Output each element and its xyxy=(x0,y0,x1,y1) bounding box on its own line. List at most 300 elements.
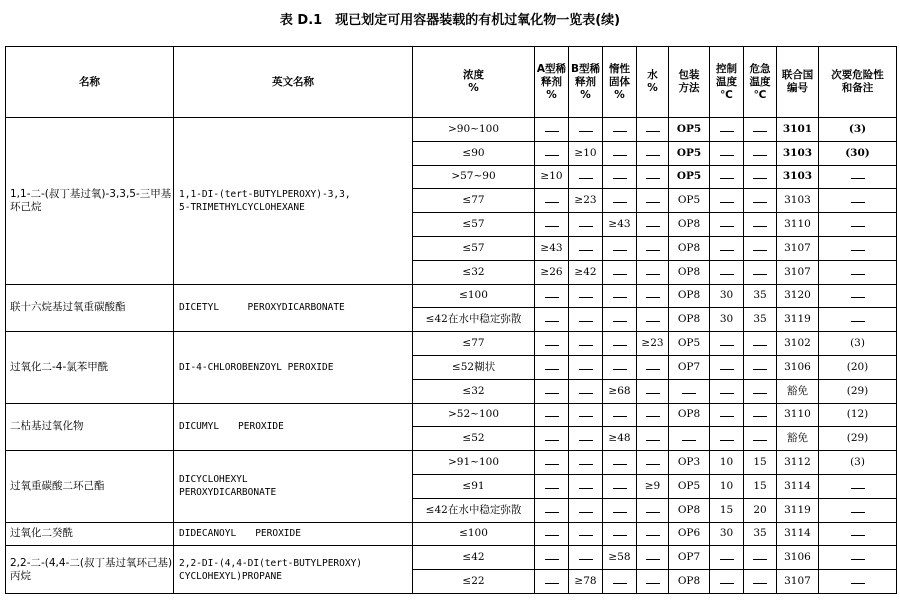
emergency-temp-cell: 35 xyxy=(744,308,777,332)
inert-solid-cell xyxy=(603,451,637,475)
inert-solid-cell xyxy=(603,308,637,332)
diluent-b-cell xyxy=(569,451,603,475)
empty-dash xyxy=(646,553,660,560)
control-temp-cell xyxy=(710,118,744,142)
notes-cell xyxy=(819,522,897,546)
empty-dash xyxy=(753,268,767,275)
header-emergency-temp: 危急 温度 ℃ xyxy=(744,47,777,118)
concentration-cell: ≤57 xyxy=(413,213,535,237)
empty-dash xyxy=(613,125,627,132)
table-row xyxy=(6,522,897,546)
empty-dash xyxy=(613,149,627,156)
un-number-cell: 3120 xyxy=(777,284,819,308)
un-number-cell: 3103 xyxy=(777,165,819,189)
header-diluent-a: A型稀 释剂 % xyxy=(535,47,569,118)
packing-method-cell: OP7 xyxy=(669,355,710,379)
inert-solid-cell: ≥68 xyxy=(603,379,637,403)
english-name-cell xyxy=(174,546,413,594)
empty-dash xyxy=(579,315,593,322)
empty-dash xyxy=(613,196,627,203)
peroxide-table xyxy=(5,46,897,594)
empty-dash xyxy=(579,363,593,370)
empty-dash xyxy=(545,577,559,584)
diluent-b-cell: ≥42 xyxy=(569,260,603,284)
english-name-line: CYCLOHEXYL)PROPANE xyxy=(179,570,282,582)
diluent-a-cell xyxy=(535,308,569,332)
empty-dash xyxy=(646,172,660,179)
diluent-a-cell xyxy=(535,403,569,427)
empty-dash xyxy=(646,315,660,322)
un-number-cell: 豁免 xyxy=(777,427,819,451)
empty-dash xyxy=(682,387,696,394)
water-cell xyxy=(637,236,669,260)
diluent-a-cell xyxy=(535,570,569,594)
concentration-cell: ≤52糊状 xyxy=(413,355,535,379)
control-temp-cell xyxy=(710,260,744,284)
emergency-temp-cell xyxy=(744,141,777,165)
control-temp-cell xyxy=(710,189,744,213)
diluent-b-cell: ≥10 xyxy=(569,141,603,165)
inert-solid-cell xyxy=(603,332,637,356)
emergency-temp-cell: 20 xyxy=(744,498,777,522)
empty-dash xyxy=(646,387,660,394)
chemical-name-cell: 联十六烷基过氧重碳酸酯 xyxy=(6,284,174,332)
un-number-cell: 3119 xyxy=(777,308,819,332)
un-number-cell: 3107 xyxy=(777,260,819,284)
emergency-temp-cell xyxy=(744,260,777,284)
diluent-a-cell xyxy=(535,474,569,498)
packing-method-cell: OP5 xyxy=(669,118,710,142)
empty-dash xyxy=(753,553,767,560)
english-name-cell xyxy=(174,522,413,546)
water-cell xyxy=(637,189,669,213)
english-name-line: 2,2-DI-(4,4-DI(tert-BUTYLPEROXY) xyxy=(179,557,363,569)
chemical-name-cell: 过氧化二-4-氯苯甲酰 xyxy=(6,332,174,403)
empty-dash xyxy=(720,149,734,156)
table-row xyxy=(6,118,897,142)
diluent-b-cell xyxy=(569,165,603,189)
diluent-a-cell xyxy=(535,451,569,475)
empty-dash xyxy=(545,220,559,227)
empty-dash xyxy=(646,149,660,156)
header-water: 水 % xyxy=(637,47,669,118)
notes-cell xyxy=(819,570,897,594)
diluent-a-cell xyxy=(535,189,569,213)
notes-cell: (20) xyxy=(819,355,897,379)
empty-dash xyxy=(851,291,865,298)
packing-method-cell: OP8 xyxy=(669,403,710,427)
water-cell xyxy=(637,451,669,475)
empty-dash xyxy=(545,553,559,560)
un-number-cell: 3119 xyxy=(777,498,819,522)
packing-method-cell: OP6 xyxy=(669,522,710,546)
concentration-cell: ≤22 xyxy=(413,570,535,594)
empty-dash xyxy=(646,577,660,584)
control-temp-cell xyxy=(710,165,744,189)
control-temp-cell xyxy=(710,403,744,427)
diluent-b-cell xyxy=(569,474,603,498)
control-temp-cell xyxy=(710,546,744,570)
empty-dash xyxy=(579,244,593,251)
control-temp-cell xyxy=(710,213,744,237)
water-cell xyxy=(637,141,669,165)
empty-dash xyxy=(545,291,559,298)
header-english-name: 英文名称 xyxy=(174,47,413,118)
notes-cell xyxy=(819,284,897,308)
english-name-line: DICUMYL PEROXIDE xyxy=(179,421,284,433)
chemical-name-cell: 1,1-二-(叔丁基过氧)-3,3,5-三甲基环己烷 xyxy=(6,118,174,285)
concentration-cell: ≤77 xyxy=(413,332,535,356)
packing-method-cell xyxy=(669,427,710,451)
empty-dash xyxy=(753,125,767,132)
empty-dash xyxy=(579,125,593,132)
empty-dash xyxy=(545,149,559,156)
emergency-temp-cell xyxy=(744,379,777,403)
emergency-temp-cell xyxy=(744,118,777,142)
water-cell xyxy=(637,403,669,427)
emergency-temp-cell xyxy=(744,403,777,427)
packing-method-cell: OP5 xyxy=(669,332,710,356)
header-notes: 次要危险性 和备注 xyxy=(819,47,897,118)
inert-solid-cell xyxy=(603,189,637,213)
un-number-cell: 3102 xyxy=(777,332,819,356)
header-inert-solid: 惰性 固体 % xyxy=(603,47,637,118)
diluent-b-cell xyxy=(569,118,603,142)
empty-dash xyxy=(646,125,660,132)
empty-dash xyxy=(851,244,865,251)
english-name-line: PEROXYDICARBONATE xyxy=(179,487,277,499)
emergency-temp-cell xyxy=(744,236,777,260)
english-name-line: DICYCLOHEXYL xyxy=(179,474,248,486)
control-temp-cell xyxy=(710,355,744,379)
notes-cell xyxy=(819,189,897,213)
empty-dash xyxy=(545,363,559,370)
water-cell xyxy=(637,284,669,308)
diluent-a-cell xyxy=(535,546,569,570)
diluent-b-cell xyxy=(569,236,603,260)
inert-solid-cell xyxy=(603,260,637,284)
inert-solid-cell xyxy=(603,284,637,308)
diluent-b-cell xyxy=(569,355,603,379)
water-cell: ≥9 xyxy=(637,474,669,498)
empty-dash xyxy=(613,291,627,298)
empty-dash xyxy=(851,315,865,322)
diluent-b-cell: ≥78 xyxy=(569,570,603,594)
water-cell xyxy=(637,427,669,451)
concentration-cell: ≤100 xyxy=(413,284,535,308)
empty-dash xyxy=(646,196,660,203)
inert-solid-cell xyxy=(603,236,637,260)
empty-dash xyxy=(646,410,660,417)
un-number-cell: 豁免 xyxy=(777,379,819,403)
empty-dash xyxy=(613,315,627,322)
emergency-temp-cell xyxy=(744,355,777,379)
english-name-cell xyxy=(174,403,413,451)
empty-dash xyxy=(613,482,627,489)
empty-dash xyxy=(545,410,559,417)
un-number-cell: 3107 xyxy=(777,570,819,594)
water-cell xyxy=(637,260,669,284)
control-temp-cell: 15 xyxy=(710,498,744,522)
un-number-cell: 3103 xyxy=(777,141,819,165)
notes-cell xyxy=(819,498,897,522)
english-name-cell xyxy=(174,284,413,332)
empty-dash xyxy=(613,458,627,465)
empty-dash xyxy=(545,125,559,132)
water-cell xyxy=(637,570,669,594)
header-packing-method: 包装 方法 xyxy=(669,47,710,118)
empty-dash xyxy=(753,339,767,346)
empty-dash xyxy=(753,196,767,203)
diluent-a-cell xyxy=(535,284,569,308)
concentration-cell: >91~100 xyxy=(413,451,535,475)
water-cell xyxy=(637,213,669,237)
empty-dash xyxy=(720,268,734,275)
empty-dash xyxy=(613,172,627,179)
empty-dash xyxy=(720,577,734,584)
empty-dash xyxy=(753,363,767,370)
control-temp-cell: 30 xyxy=(710,284,744,308)
emergency-temp-cell xyxy=(744,189,777,213)
empty-dash xyxy=(682,434,696,441)
concentration-cell: >57~90 xyxy=(413,165,535,189)
english-name-cell xyxy=(174,118,413,285)
table-row xyxy=(6,332,897,356)
water-cell xyxy=(637,118,669,142)
empty-dash xyxy=(720,339,734,346)
english-name-line: DICETYL PEROXYDICARBONATE xyxy=(179,302,345,314)
header-row xyxy=(6,47,897,118)
empty-dash xyxy=(579,387,593,394)
diluent-b-cell xyxy=(569,284,603,308)
diluent-b-cell xyxy=(569,498,603,522)
inert-solid-cell xyxy=(603,141,637,165)
empty-dash xyxy=(753,172,767,179)
notes-cell: (3) xyxy=(819,451,897,475)
control-temp-cell xyxy=(710,236,744,260)
empty-dash xyxy=(579,458,593,465)
empty-dash xyxy=(579,291,593,298)
water-cell xyxy=(637,308,669,332)
un-number-cell: 3107 xyxy=(777,236,819,260)
empty-dash xyxy=(851,220,865,227)
diluent-a-cell: ≥10 xyxy=(535,165,569,189)
empty-dash xyxy=(851,268,865,275)
empty-dash xyxy=(545,529,559,536)
water-cell xyxy=(637,355,669,379)
control-temp-cell: 30 xyxy=(710,522,744,546)
empty-dash xyxy=(579,434,593,441)
empty-dash xyxy=(579,553,593,560)
table-body xyxy=(6,118,897,594)
empty-dash xyxy=(646,268,660,275)
table-title: 表 D.1 现已划定可用容器装载的有机过氧化物一览表(续) xyxy=(279,13,621,28)
notes-cell: (12) xyxy=(819,403,897,427)
emergency-temp-cell: 15 xyxy=(744,474,777,498)
header-concentration: 浓度 % xyxy=(413,47,535,118)
diluent-a-cell: ≥43 xyxy=(535,236,569,260)
empty-dash xyxy=(753,387,767,394)
packing-method-cell: OP5 xyxy=(669,165,710,189)
diluent-a-cell: ≥26 xyxy=(535,260,569,284)
empty-dash xyxy=(579,172,593,179)
inert-solid-cell xyxy=(603,355,637,379)
empty-dash xyxy=(545,196,559,203)
un-number-cell: 3101 xyxy=(777,118,819,142)
diluent-a-cell xyxy=(535,522,569,546)
packing-method-cell: OP7 xyxy=(669,546,710,570)
empty-dash xyxy=(720,434,734,441)
packing-method-cell: OP3 xyxy=(669,451,710,475)
notes-cell xyxy=(819,213,897,237)
empty-dash xyxy=(579,220,593,227)
notes-cell xyxy=(819,474,897,498)
table-row xyxy=(6,546,897,570)
table-row xyxy=(6,403,897,427)
packing-method-cell: OP8 xyxy=(669,213,710,237)
empty-dash xyxy=(613,529,627,536)
diluent-a-cell xyxy=(535,379,569,403)
empty-dash xyxy=(646,291,660,298)
empty-dash xyxy=(545,434,559,441)
control-temp-cell: 10 xyxy=(710,451,744,475)
empty-dash xyxy=(720,363,734,370)
english-name-cell xyxy=(174,332,413,403)
packing-method-cell: OP8 xyxy=(669,570,710,594)
packing-method-cell: OP5 xyxy=(669,141,710,165)
empty-dash xyxy=(851,172,865,179)
notes-cell xyxy=(819,260,897,284)
concentration-cell: ≤32 xyxy=(413,260,535,284)
water-cell xyxy=(637,498,669,522)
packing-method-cell: OP8 xyxy=(669,236,710,260)
empty-dash xyxy=(720,125,734,132)
diluent-a-cell xyxy=(535,213,569,237)
packing-method-cell: OP8 xyxy=(669,308,710,332)
empty-dash xyxy=(720,410,734,417)
empty-dash xyxy=(753,410,767,417)
inert-solid-cell: ≥48 xyxy=(603,427,637,451)
control-temp-cell: 10 xyxy=(710,474,744,498)
empty-dash xyxy=(579,339,593,346)
empty-dash xyxy=(720,244,734,251)
empty-dash xyxy=(579,506,593,513)
control-temp-cell xyxy=(710,332,744,356)
empty-dash xyxy=(753,244,767,251)
empty-dash xyxy=(579,482,593,489)
empty-dash xyxy=(720,220,734,227)
packing-method-cell: OP8 xyxy=(669,260,710,284)
empty-dash xyxy=(613,506,627,513)
diluent-b-cell xyxy=(569,379,603,403)
chemical-name-cell: 2,2-二-(4,4-二(叔丁基过氧环己基)丙烷 xyxy=(6,546,174,594)
emergency-temp-cell xyxy=(744,570,777,594)
empty-dash xyxy=(851,506,865,513)
notes-cell: (30) xyxy=(819,141,897,165)
diluent-b-cell xyxy=(569,213,603,237)
empty-dash xyxy=(646,244,660,251)
english-name-cell xyxy=(174,451,413,522)
concentration-cell: ≤42在水中稳定弥散 xyxy=(413,498,535,522)
water-cell xyxy=(637,546,669,570)
empty-dash xyxy=(613,410,627,417)
notes-cell xyxy=(819,308,897,332)
packing-method-cell: OP5 xyxy=(669,474,710,498)
un-number-cell: 3110 xyxy=(777,403,819,427)
empty-dash xyxy=(545,458,559,465)
concentration-cell: ≤100 xyxy=(413,522,535,546)
un-number-cell: 3106 xyxy=(777,355,819,379)
emergency-temp-cell xyxy=(744,213,777,237)
empty-dash xyxy=(851,553,865,560)
empty-dash xyxy=(753,220,767,227)
notes-cell: (3) xyxy=(819,118,897,142)
notes-cell: (29) xyxy=(819,427,897,451)
empty-dash xyxy=(753,434,767,441)
empty-dash xyxy=(646,458,660,465)
concentration-cell: ≤90 xyxy=(413,141,535,165)
packing-method-cell xyxy=(669,379,710,403)
emergency-temp-cell xyxy=(744,546,777,570)
concentration-cell: >90~100 xyxy=(413,118,535,142)
diluent-a-cell xyxy=(535,355,569,379)
diluent-a-cell xyxy=(535,141,569,165)
empty-dash xyxy=(613,577,627,584)
table-row xyxy=(6,451,897,475)
inert-solid-cell: ≥43 xyxy=(603,213,637,237)
un-number-cell: 3112 xyxy=(777,451,819,475)
diluent-a-cell xyxy=(535,498,569,522)
notes-cell xyxy=(819,546,897,570)
empty-dash xyxy=(613,268,627,275)
english-name-line: 5-TRIMETHYLCYCLOHEXANE xyxy=(179,201,305,213)
empty-dash xyxy=(851,482,865,489)
chemical-name-cell: 二枯基过氧化物 xyxy=(6,403,174,451)
control-temp-cell xyxy=(710,379,744,403)
diluent-b-cell xyxy=(569,522,603,546)
diluent-b-cell xyxy=(569,403,603,427)
empty-dash xyxy=(545,339,559,346)
packing-method-cell: OP5 xyxy=(669,189,710,213)
english-name-line: DIDECANOYL PEROXIDE xyxy=(179,528,301,540)
concentration-cell: ≤42在水中稳定弥散 xyxy=(413,308,535,332)
empty-dash xyxy=(851,196,865,203)
emergency-temp-cell: 35 xyxy=(744,522,777,546)
chemical-name-cell: 过氧化二癸酰 xyxy=(6,522,174,546)
control-temp-cell xyxy=(710,141,744,165)
inert-solid-cell xyxy=(603,498,637,522)
diluent-a-cell xyxy=(535,118,569,142)
inert-solid-cell xyxy=(603,474,637,498)
diluent-b-cell xyxy=(569,546,603,570)
concentration-cell: ≤57 xyxy=(413,236,535,260)
un-number-cell: 3114 xyxy=(777,474,819,498)
diluent-b-cell: ≥23 xyxy=(569,189,603,213)
concentration-cell: ≤42 xyxy=(413,546,535,570)
empty-dash xyxy=(545,506,559,513)
empty-dash xyxy=(851,577,865,584)
table-row xyxy=(6,284,897,308)
emergency-temp-cell: 15 xyxy=(744,451,777,475)
empty-dash xyxy=(720,553,734,560)
inert-solid-cell xyxy=(603,165,637,189)
diluent-a-cell xyxy=(535,332,569,356)
concentration-cell: ≤77 xyxy=(413,189,535,213)
english-name-line: DI-4-CHLOROBENZOYL PEROXIDE xyxy=(179,361,334,373)
inert-solid-cell xyxy=(603,403,637,427)
empty-dash xyxy=(720,172,734,179)
header-diluent-b: B型稀 释剂 % xyxy=(569,47,603,118)
